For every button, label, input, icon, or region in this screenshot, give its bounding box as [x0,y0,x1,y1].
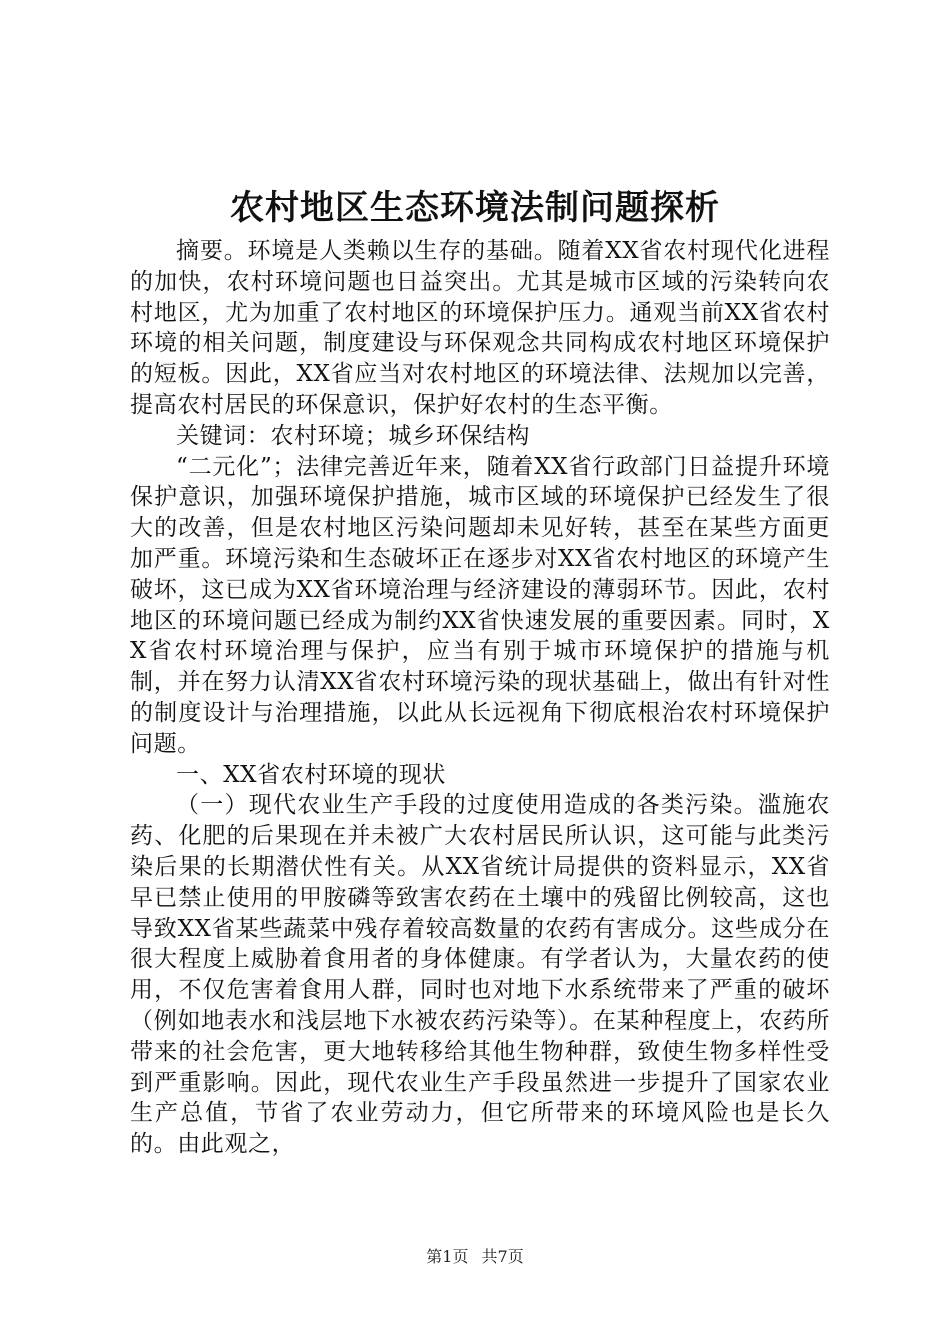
page-footer [0,1244,950,1267]
intro-paragraph: “二元化”；法律完善近年来，随着XX省行政部门日益提升环境保护意识，加强环境保护措施，城市区域的环境保护已经发生了很大的改善，但是农村地区污染问题却未见好转，甚至在某些方面更加严重。环境污染和生态破坏正在逐步对XX省农村地区的环境产生破坏，这已成为XX省环境治理与经济建设的薄弱环节。因此，农村地区的环境问题已经成为制约XX省快速发展的重要因素。同时，XX省农村环境治理与保护，应当有别于城市环境保护的措施与机制，并在努力认清XX省农村环境污染的现状基础上，做出有针对性的制度设计与治理措施，以此从长远视角下彻底根治农村环境保护问题。 [130,453,830,757]
section-heading: 一、XX省农村环境的现状 [176,761,446,788]
subsection-paragraph: （一）现代农业生产手段的过度使用造成的各类污染。滥施农药、化肥的后果现在并未被广大农村居民所认识，这可能与此类污染后果的长期潜伏性有关。从XX省统计局提供的资料显示，XX省早已禁止使用的甲胺磷等致害农药在土壤中的残留比例较高，这也导致XX省某些蔬菜中残存着较高数量的农药有害成分。这些成分在很大程度上威胁着食用者的身体健康。有学者认为，大量农药的使用，不仅危害着食用人群，同时也对地下水系统带来了严重的破坏（例如地表水和浅层地下水被农药污染等）。在某种程度上，农药所带来的社会危害，更大地转移给其他生物种群，致使生物多样性受到严重影响。因此，现代农业生产手段虽然进一步提升了国家农业生产总值，节省了农业劳动力，但它所带来的环境风险也是长久的。由此观之， [130,792,830,1158]
page-number: 第1页 [426,1247,469,1266]
keywords-paragraph: 关键词：农村环境；城乡环保结构 [176,422,530,449]
document-body [130,236,830,1160]
document-title: 农村地区生态环境法制问题探析 [230,188,720,228]
abstract-paragraph: 摘要。环境是人类赖以生存的基础。随着XX省农村现代化进程的加快，农村环境问题也日益突出。尤其是城市区域的污染转向农村地区，尤为加重了农村地区的环境保护压力。通观当前XX省农村环境的相关问题，制度建设与环保观念共同构成农村地区环境保护的短板。因此，XX省应当对农村地区的环境法律、法规加以完善，提高农村居民的环保意识，保护好农村的生态平衡。 [130,238,830,418]
page-total: 共7页 [481,1247,524,1266]
